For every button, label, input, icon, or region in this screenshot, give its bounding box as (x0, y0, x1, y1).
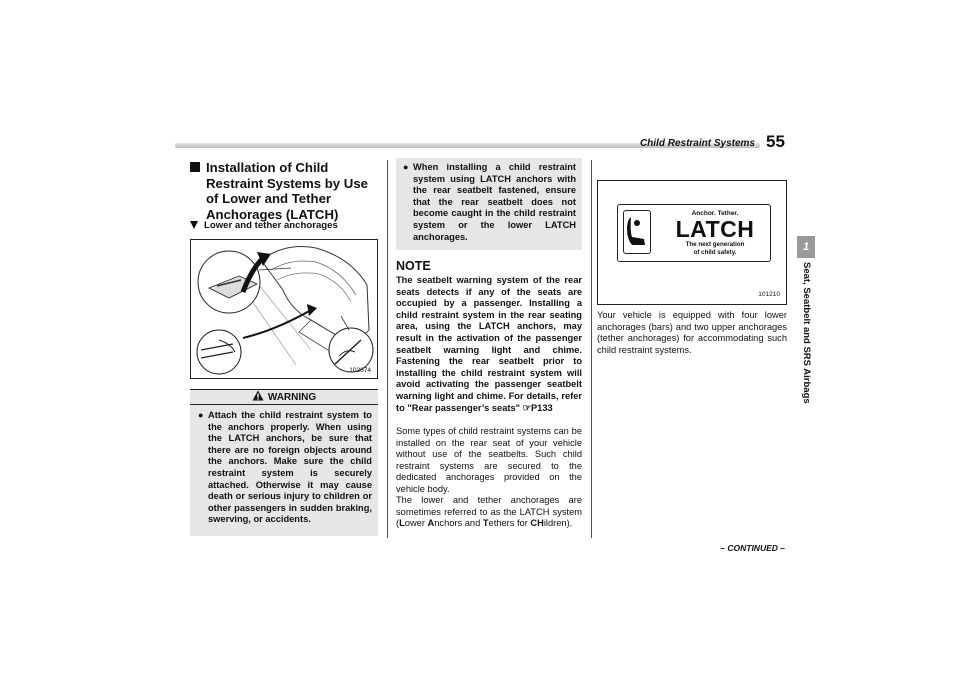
subheading (190, 220, 338, 231)
continued-label: – CONTINUED – (720, 543, 785, 553)
bullet-icon: ● (198, 410, 204, 420)
latch-tagline-line-1: The next generation (685, 241, 745, 248)
figure-code-2: 101210 (758, 291, 780, 298)
latch-label-wordmark: LATCH (675, 216, 755, 242)
heading-square-icon (190, 162, 200, 172)
latch-letter-l: L (399, 518, 405, 529)
triangle-bullet-icon (190, 221, 198, 229)
para2-text: ower (404, 518, 428, 529)
para2-text: ildren). (543, 518, 573, 529)
warning-bullet-continued (403, 162, 576, 243)
warning-bullet-text: Attach the child restraint system to the anchors properly. When using the LATCH anchors, be sure that there are no foreign objects around the anchors. Make sure the child restraint system is securely attached. Otherwise it may cause death or serious injury to children or other passengers in sudden braking, swerving, or accidents. (208, 410, 372, 525)
figure-code-1: 102674 (349, 367, 371, 374)
chapter-tab-title-text: Seat, Seatbelt and SRS Airbags (801, 262, 812, 404)
chapter-tab-number: 1 (797, 236, 815, 258)
column-divider-2 (591, 160, 592, 538)
bullet-icon: ● (403, 162, 409, 172)
page-number: 55 (766, 132, 785, 151)
latch-label-tagline (660, 241, 770, 256)
warning-triangle-icon (252, 390, 264, 401)
anchor-illustration (190, 239, 378, 379)
latch-label-top: Anchor. Tether. (691, 210, 739, 217)
section-heading-text: Installation of Child Restraint Systems by Use of Lower and Tether Anchorages (LATCH) (206, 160, 368, 222)
para2-text: ethers for (488, 518, 531, 529)
latch-letters-ch: CH (530, 518, 544, 529)
paragraph-2 (396, 495, 582, 530)
child-seat-icon (623, 210, 651, 254)
latch-letter-t: T (482, 518, 489, 529)
subheading-text: Lower and tether anchorages (204, 220, 338, 231)
chapter-tab-title (800, 262, 814, 404)
note-text: The seatbelt warning system of the rear seats detects if any of the seats are occupied by a passenger. Installing a child restraint system in the rear seating area, using the LATCH anchors, may result in the activation of the passenger seatbelt warning light and chime. Fastening the rear seatbelt prior to installing the child restraint system will avoid activating the passenger seatbelt warning light and chime. For details, refer to "Rear passenger’s seats" ☞P133 (396, 275, 582, 413)
latch-tagline-line-2: of child safety. (693, 248, 737, 256)
column-divider-1 (387, 160, 388, 538)
para2-text: The lower and tether anchorages are sometimes referred to as the LATCH system ( (396, 495, 582, 529)
child-seat-anchor-drawing (191, 240, 377, 378)
warning-bullet-continued-text: When installing a child restraint system using LATCH anchors with the rear seatbelt fastened, ensure that the rear seatbelt does not become caught in the child restraint system or the lower LATCH anchorages. (413, 162, 576, 242)
child-seat-graphic (624, 211, 649, 252)
note-title: NOTE (396, 259, 431, 273)
warning-title: WARNING (267, 392, 317, 403)
para2-text: nchors and (434, 518, 483, 529)
header-section-title: Child Restraint Systems (639, 138, 755, 149)
section-heading (190, 160, 380, 222)
paragraph-3: Your vehicle is equipped with four lower anchorages (bars) and two upper anchorages (tether anchorages) for accommodating such child restraint systems. (597, 310, 787, 355)
warning-bullet (198, 410, 372, 526)
latch-letter-a: A (427, 518, 435, 529)
paragraph-1: Some types of child restraint systems can be installed on the rear seat of your vehicle without use of the seatbelts. Such child restraint systems are secured to the dedicated anchorages provided on the vehicle body. (396, 426, 582, 494)
warning-header (190, 389, 378, 405)
